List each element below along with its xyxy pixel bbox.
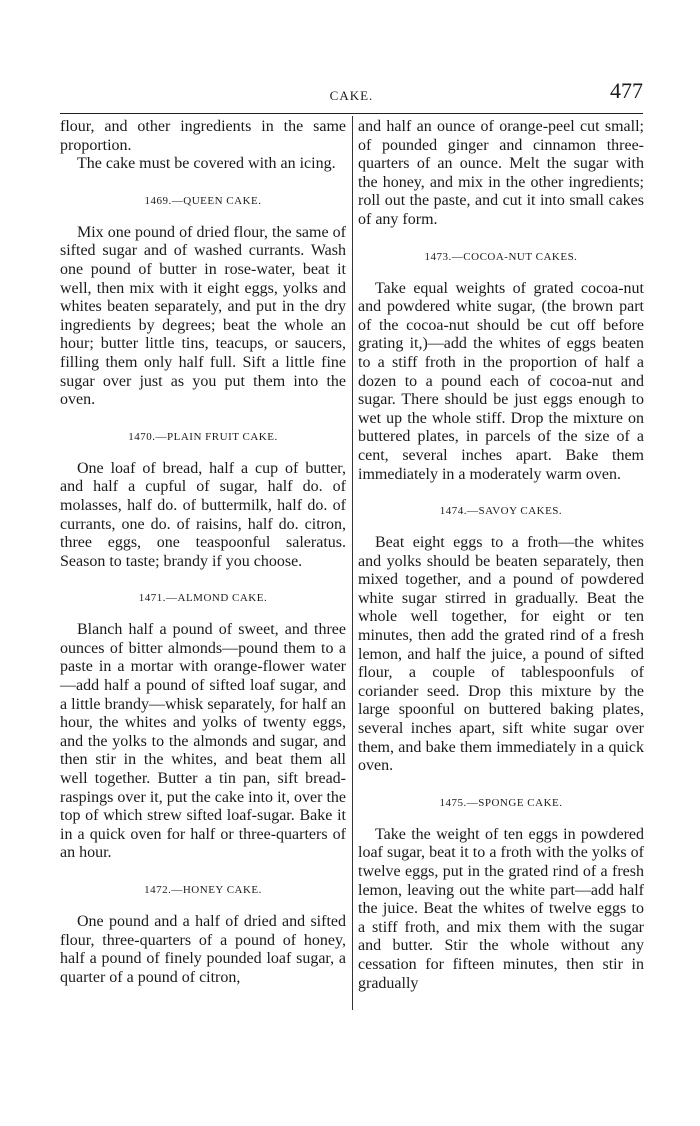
recipe-heading: 1470.—PLAIN FRUIT CAKE.	[128, 430, 278, 443]
recipe-1469	[60, 194, 346, 410]
left-column	[60, 118, 346, 987]
running-header	[60, 78, 643, 110]
recipe-text: Take the weight of ten eggs in powdered loaf sugar, beat it to a froth with the yolks of twelve eggs, put in the grated rind of a fresh lemon, leaving out the white part—add half the juice. Beat the whites of twelve eggs to a stiff froth, and mix them with the sugar and butter. Stir the whole without any cessation for fifteen minutes, then stir in gradually	[358, 825, 644, 992]
running-title: CAKE.	[329, 88, 374, 103]
recipe-heading: 1471.—ALMOND CAKE.	[138, 592, 268, 605]
recipe-text: Beat eight eggs to a froth—the whites and yolks should be beaten separately, then mixed together, and a pound of powdered white sugar stirred in gradually. Beat the whole well together, for eight or ten minutes, then add the grated rind of a fresh lemon, and half the juice, a pound of sifted flour, a couple of tablespoonfuls of coriander seed. Drop this mixture by the large spoonful on buttered baking plates, several inches apart, sift white sugar over them, and bake them immediately in a quick oven.	[358, 534, 644, 775]
recipe-text: One pound and a half of dried and sifted flour, three-quarters of a pound of honey, half a pound of finely pounded loaf sugar, a quarter of a pound of citron,	[60, 913, 346, 986]
recipe-heading: 1473.—COCOA-NUT CAKES.	[424, 250, 578, 263]
recipe-heading: 1474.—SAVOY CAKES.	[439, 505, 563, 518]
recipe-text: One loaf of bread, half a cup of butter, and half a cupful of sugar, half do. of molasses, half do. of buttermilk, half do. of currants, one do. of raisins, half do. citron, three eggs, one teaspoonful saleratus. Season to taste; brandy if you choose.	[60, 459, 346, 570]
continued-text: and half an ounce of orange-peel cut small; of pounded ginger and cinnamon three-quarters of an ounce. Melt the sugar with the honey, and mix in the other ingredients; roll out the paste, and cut it into small cakes of any form.	[358, 118, 644, 228]
right-column	[358, 118, 644, 993]
recipe-text: Mix one pound of dried flour, the same of sifted sugar and of washed currants. Wash one pound of butter in rose-water, beat it well, then mix with it eight eggs, yolks and whites beaten separately, and put in the dry ingredients by degrees; beat the whole an hour; butter little tins, teacups, or saucers, filling them only half full. Sift a little fine sugar over just as you put them into the oven.	[60, 223, 346, 409]
recipe-1470	[60, 430, 346, 572]
header-rule	[60, 113, 643, 114]
recipe-heading: 1475.—SPONGE CAKE.	[439, 796, 563, 809]
column-divider	[352, 116, 353, 1010]
continued-text: flour, and other ingredients in the same proportion.	[60, 118, 346, 154]
recipe-text: Take equal weights of grated cocoa-nut and powdered white sugar, (the brown part of the cocoa-nut should be cut off before grating it,)—add the whites of eggs beaten to a stiff froth in the proportion of half a dozen to a pound each of cocoa-nut and sugar. There should be just eggs enough to wet up the whole stiff. Drop the mixture on buttered plates, in parcels of the size of a cent, several inches apart. Bake them immediately in a moderately warm oven.	[358, 279, 644, 483]
page-number: 477	[610, 78, 643, 103]
recipe-heading: 1472.—HONEY CAKE.	[144, 884, 262, 896]
recipe-heading: 1469.—QUEEN CAKE.	[144, 194, 262, 207]
recipe-1473	[358, 250, 644, 485]
recipe-1471	[60, 591, 346, 863]
icing-note: The cake must be covered with an icing.	[77, 155, 336, 173]
recipe-1474	[358, 504, 644, 776]
recipe-text: Blanch half a pound of sweet, and three ounces of bitter almonds—pound them to a paste in a mortar with orange-flower water—add half a pound of sifted loaf sugar, and a little brandy—whisk separately, for half an hour, the whites and yolks of twenty eggs, and the yolks to the almonds and sugar, and then stir in the whites, and beat them all well together. Butter a tin pan, sift bread-raspings over it, put the cake into it, over the top of which strew sifted loaf-sugar. Bake it in a quick oven for half or three-quarters of an hour.	[60, 621, 346, 862]
recipe-1472	[60, 883, 346, 987]
recipe-1475	[358, 796, 644, 993]
